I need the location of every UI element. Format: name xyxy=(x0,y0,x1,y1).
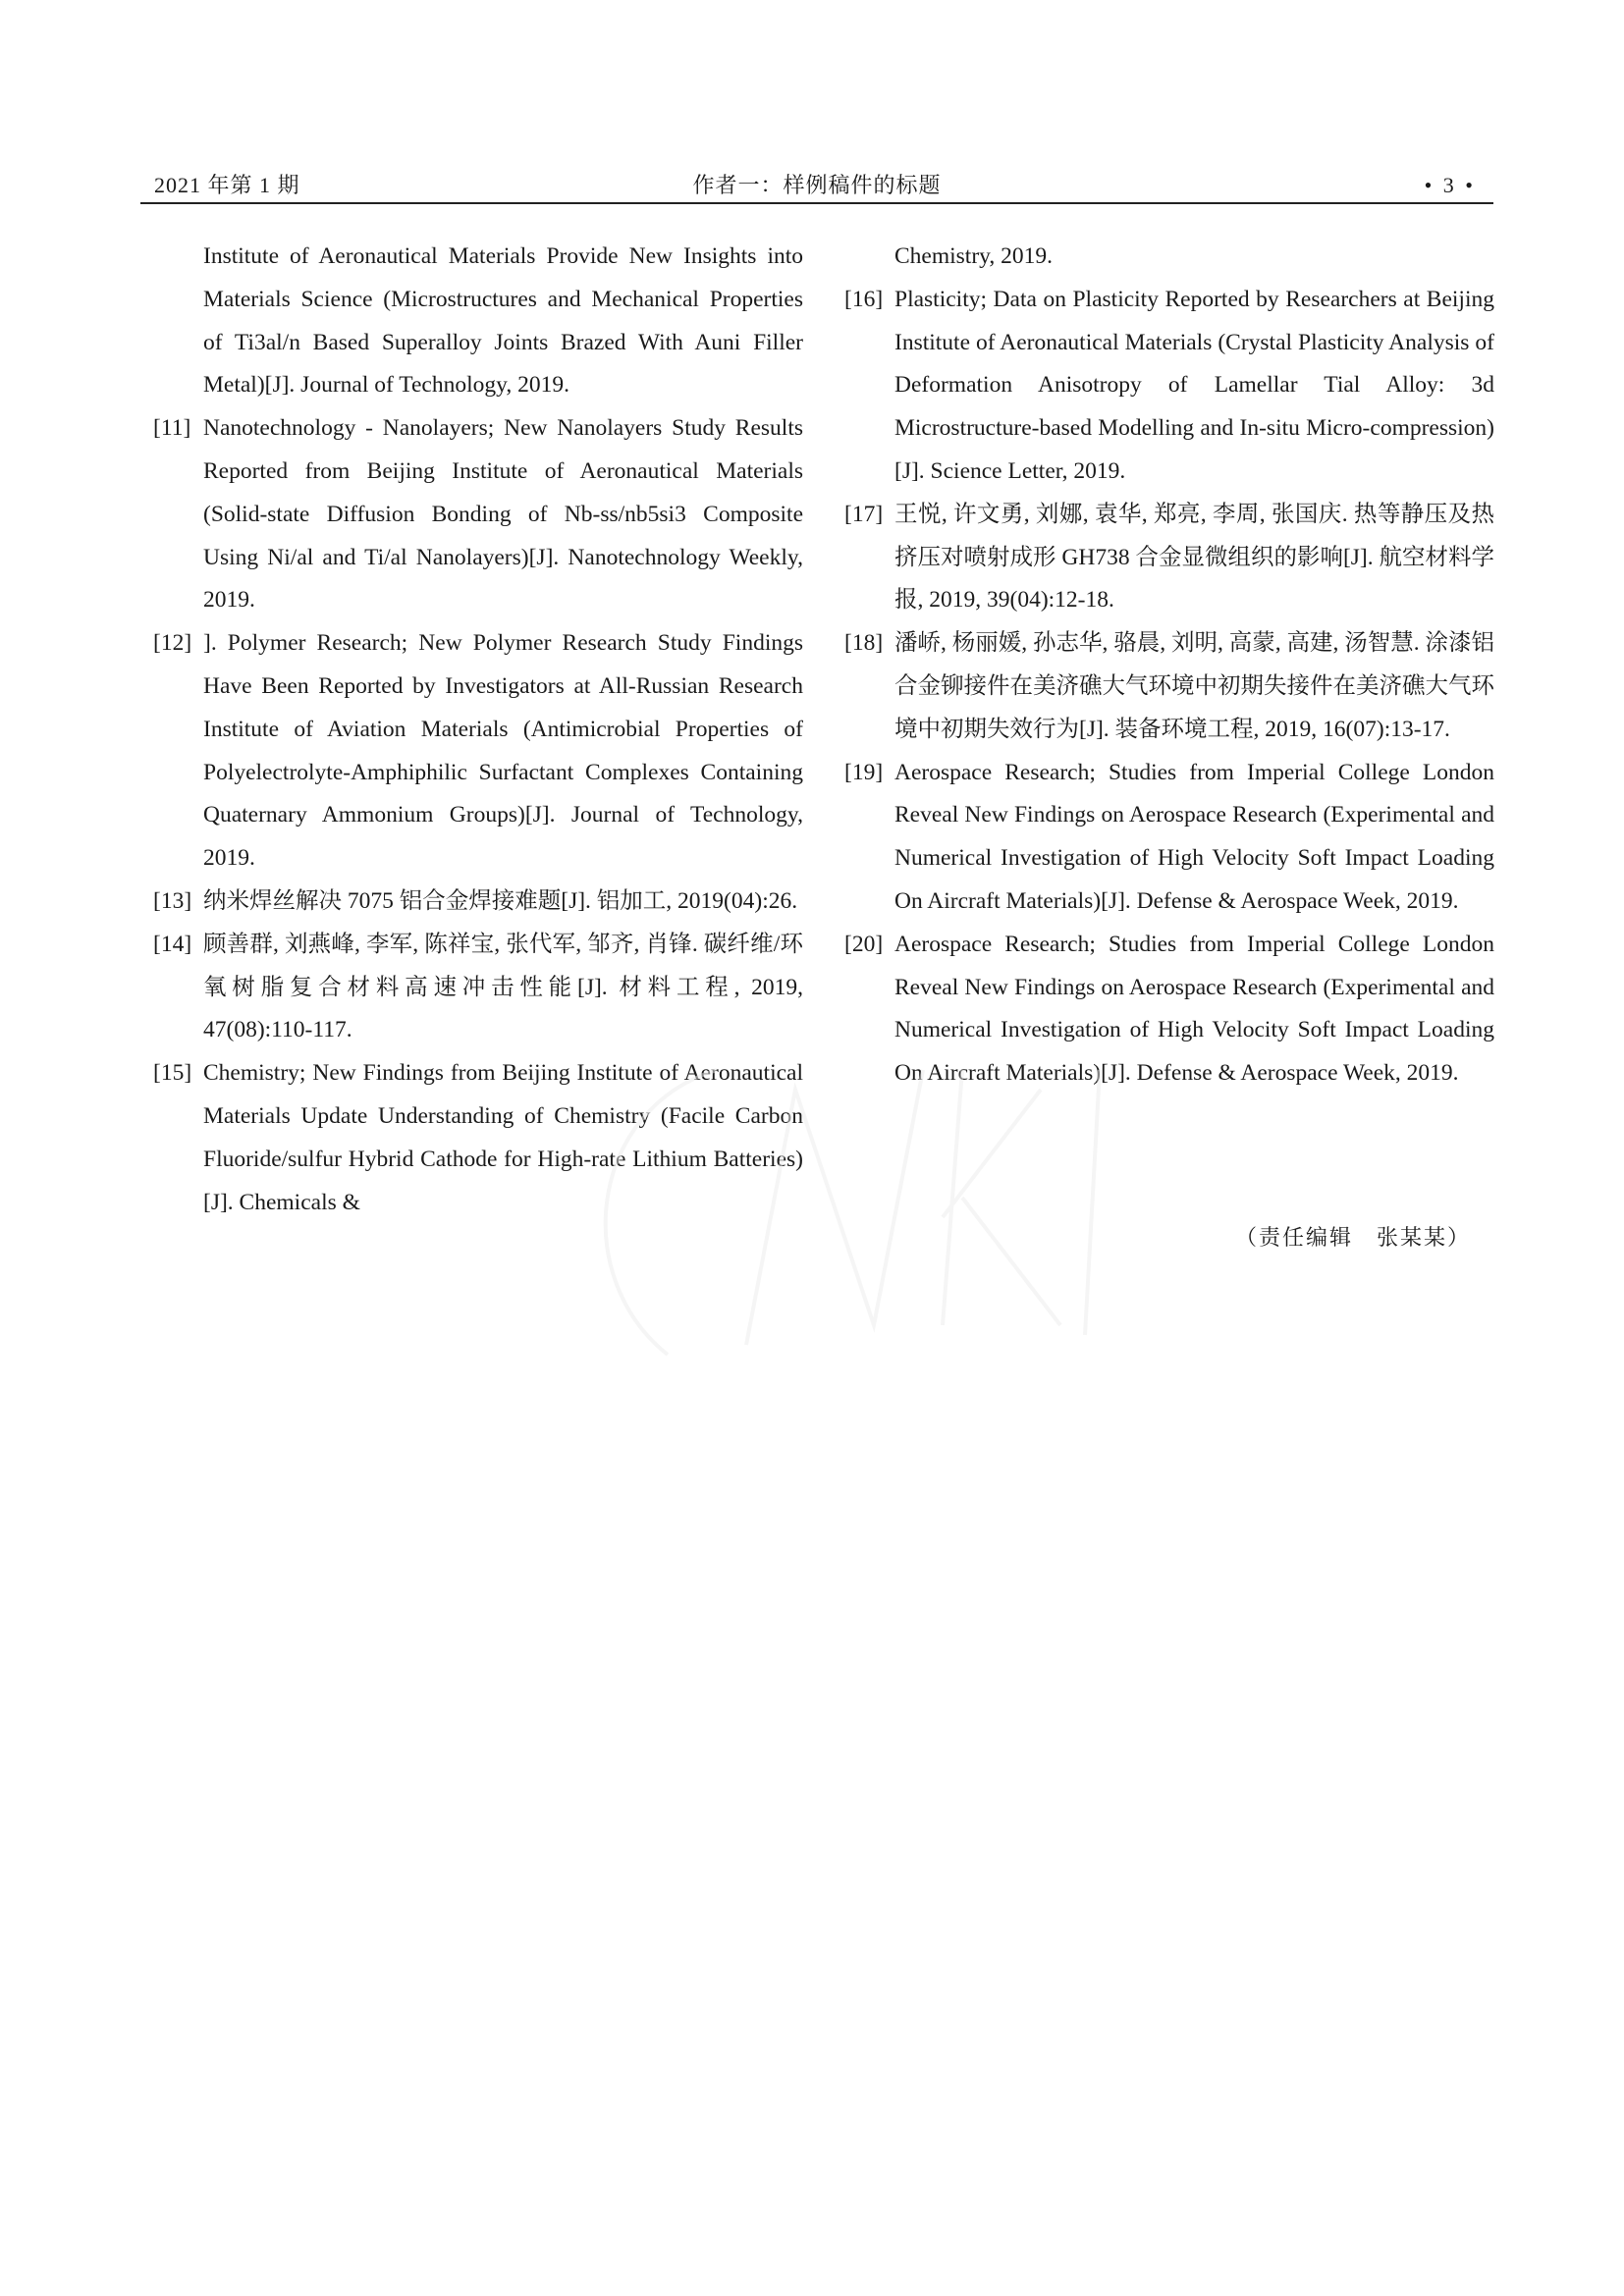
article-title-header: 作者一：样例稿件的标题 xyxy=(692,173,942,197)
reference-number: [13] xyxy=(153,887,192,914)
reference-number: [14] xyxy=(153,931,192,957)
reference-text: Aerospace Research; Studies from Imperial College London Reveal New Findings on Aerospace Research (Experimental and Numerical Investigation of High Velocity Soft Impact Loading On Aircraft Materials)[J]. Defense & Aerospace Week, 2019. xyxy=(894,759,1494,914)
reference-item xyxy=(844,236,1494,279)
reference-item xyxy=(153,236,803,407)
left-column xyxy=(153,236,803,1224)
reference-text: Nanotechnology - Nanolayers; New Nanolayers Study Results Reported from Beijing Institute of Aeronautical Materials (Solid-state Diffusion Bonding of Nb-ss/nb5si3 Composite Using Ni/al and Ti/al Nanolayers)[J]. Nanotechnology Weekly, 2019. xyxy=(203,415,803,614)
right-column xyxy=(844,236,1494,1095)
reference-text: Institute of Aeronautical Materials Provide New Insights into Materials Science (Microstructures and Mechanical Properties of Ti3al/n Based Superalloy Joints Brazed With Auni Filler Metal)[J]. Journal of Technology, 2019. xyxy=(203,243,803,399)
reference-number: [11] xyxy=(153,415,191,442)
reference-text: 潘峤, 杨丽媛, 孙志华, 骆晨, 刘明, 高蒙, 高建, 汤智慧. 涂漆铝合金铆接件在美济礁大气环境中初期失接件在美济礁大气环境中初期失效行为[J]. 装备环境工程, 2019, 16(07):13-17. xyxy=(894,630,1494,742)
reference-item xyxy=(844,622,1494,751)
reference-item xyxy=(844,924,1494,1095)
reference-item xyxy=(153,924,803,1052)
reference-text: Plasticity; Data on Plasticity Reported by Researchers at Beijing Institute of Aeronautical Materials (Crystal Plasticity Analysis of Deformation Anisotropy of Lamellar Tial Alloy: 3d Microstructure-based Modelling and In-situ Micro-compression)[J]. Science Letter, 2019. xyxy=(894,286,1494,484)
page-number: • 3 • xyxy=(1424,173,1476,197)
reference-item xyxy=(153,622,803,881)
reference-item xyxy=(153,881,803,924)
reference-item xyxy=(844,752,1494,924)
watermark-k-stroke xyxy=(943,1070,1060,1325)
issue-label: 2021 年第 1 期 xyxy=(154,173,300,197)
watermark-i-stroke xyxy=(1085,1070,1100,1335)
reference-number: [12] xyxy=(153,630,192,657)
reference-number: [17] xyxy=(844,501,884,527)
reference-number: [15] xyxy=(153,1060,192,1087)
reference-number: [20] xyxy=(844,931,884,957)
reference-text: 顾善群, 刘燕峰, 李军, 陈祥宝, 张代军, 邹齐, 肖锋. 碳纤维/环氧树脂复合材料高速冲击性能[J]. 材料工程, 2019, 47(08):110-117. xyxy=(203,931,803,1043)
reference-number: [18] xyxy=(844,630,884,657)
reference-item xyxy=(844,279,1494,494)
reference-item xyxy=(153,407,803,622)
reference-number: [16] xyxy=(844,286,884,312)
reference-text: 纳米焊丝解决 7075 铝合金焊接难题[J]. 铝加工, 2019(04):26. xyxy=(203,887,798,914)
reference-text: ]. Polymer Research; New Polymer Research Study Findings Have Been Reported by Investigators at All-Russian Research Institute of Aviation Materials (Antimicrobial Properties of Polyelectrolyte-Amphiphilic Surfactant Complexes Containing Quaternary Ammonium Groups)[J]. Journal of Technology, 2019. xyxy=(203,630,803,872)
reference-item xyxy=(153,1052,803,1224)
reference-text: Aerospace Research; Studies from Imperial College London Reveal New Findings on Aerospace Research (Experimental and Numerical Investigation of High Velocity Soft Impact Loading On Aircraft Materials)[J]. Defense & Aerospace Week, 2019. xyxy=(894,931,1494,1087)
running-header xyxy=(140,169,1493,204)
reference-text: Chemistry; New Findings from Beijing Institute of Aeronautical Materials Update Understanding of Chemistry (Facile Carbon Fluoride/sulfur Hybrid Cathode for High-rate Lithium Batteries)[J]. Chemicals & xyxy=(203,1060,803,1215)
reference-item xyxy=(844,494,1494,622)
reference-number: [19] xyxy=(844,759,884,785)
responsible-editor: （责任编辑 张某某） xyxy=(1234,1226,1471,1251)
reference-text: 王悦, 许文勇, 刘娜, 袁华, 郑亮, 李周, 张国庆. 热等静压及热挤压对喷射成形 GH738 合金显微组织的影响[J]. 航空材料学报, 2019, 39(04):12-18. xyxy=(894,501,1494,614)
reference-text: Chemistry, 2019. xyxy=(894,243,1054,269)
